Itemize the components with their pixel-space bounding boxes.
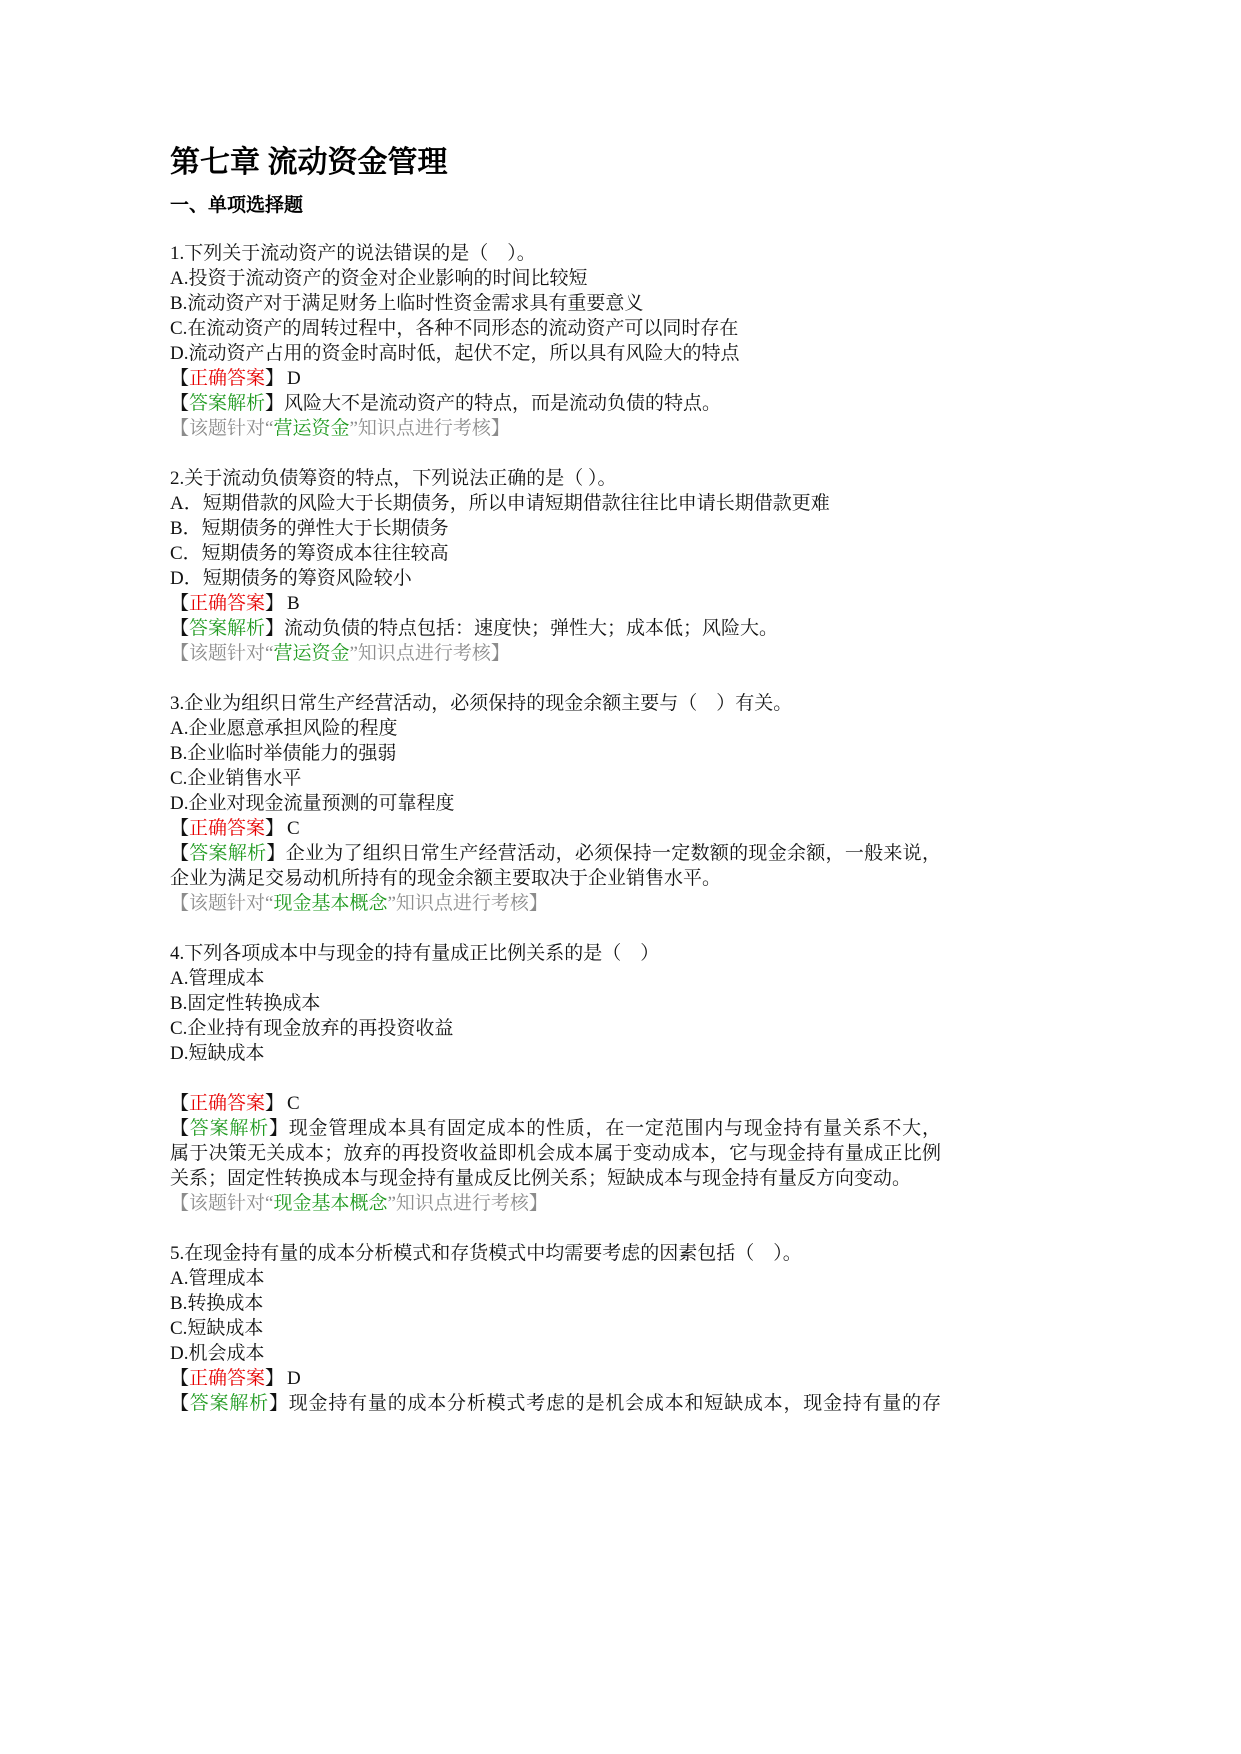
correct-answer-value: B [287,593,300,614]
topic-suffix: ”知识点进行考核】 [349,418,510,439]
chapter-title: 第七章 流动资金管理 [170,146,448,179]
bracket-close: 】 [265,618,285,639]
topic-prefix: 【该题针对“ [170,893,274,914]
option-d: D．短期债务的筹资风险较小 [170,568,412,589]
analysis-line [170,391,941,416]
analysis-label: 答案解析 [189,1118,269,1139]
question-stem: 1.下列关于流动资产的说法错误的是（ ）。 [170,243,536,264]
topic-suffix: ”知识点进行考核】 [349,643,510,664]
analysis-line [170,1116,941,1141]
analysis-continuation: 属于决策无关成本；放弃的再投资收益即机会成本属于变动成本，它与现金持有量成正比例 [170,1143,941,1164]
bracket-open: 【 [170,1093,190,1114]
correct-answer-value: C [287,818,300,839]
topic-line [170,416,941,441]
option-a: A.企业愿意承担风险的程度 [170,718,398,739]
topic-name: 营运资金 [273,643,350,664]
option-b: B.固定性转换成本 [170,993,321,1014]
option-b: B.转换成本 [170,1293,264,1314]
correct-answer-value: C [287,1093,300,1114]
correct-answer-label: 正确答案 [189,368,266,389]
bracket-open: 【 [170,843,190,864]
question-2 [170,466,941,666]
analysis-label: 答案解析 [189,618,266,639]
bracket-open: 【 [170,1118,190,1139]
correct-answer-line [170,1091,941,1116]
topic-line [170,891,941,916]
question-5 [170,1241,941,1416]
option-b: B．短期债务的弹性大于长期债务 [170,518,449,539]
analysis-label: 答案解析 [189,393,266,414]
topic-name: 营运资金 [273,418,350,439]
topic-suffix: ”知识点进行考核】 [387,893,548,914]
correct-answer-label: 正确答案 [189,1093,266,1114]
correct-answer-label: 正确答案 [189,1368,266,1389]
question-4 [170,941,941,1216]
bracket-close: 】 [265,1093,285,1114]
bracket-close: 】 [265,368,285,389]
bracket-close: 】 [266,843,286,864]
topic-line [170,641,941,666]
bracket-close: 】 [265,818,285,839]
analysis-text: 企业为了组织日常生产经营活动，必须保持一定数额的现金余额，一般来说， [285,843,941,864]
option-a: A.投资于流动资产的资金对企业影响的时间比较短 [170,268,588,289]
topic-line [170,1191,941,1216]
analysis-continuation: 关系；固定性转换成本与现金持有量成反比例关系；短缺成本与现金持有量反方向变动。 [170,1168,912,1189]
option-c: C.企业销售水平 [170,768,302,789]
question-stem: 2.关于流动负债筹资的特点，下列说法正确的是（ ）。 [170,468,617,489]
topic-name: 现金基本概念 [273,893,388,914]
bracket-close: 】 [268,1393,289,1414]
option-b: B.流动资产对于满足财务上临时性资金需求具有重要意义 [170,293,644,314]
bracket-open: 【 [170,1368,190,1389]
analysis-text: 风险大不是流动资产的特点，而是流动负债的特点。 [284,393,722,414]
section-title: 一、单项选择题 [170,195,304,216]
question-stem: 5.在现金持有量的成本分析模式和存货模式中均需要考虑的因素包括（ ）。 [170,1243,802,1264]
option-c: C.企业持有现金放弃的再投资收益 [170,1018,454,1039]
bracket-open: 【 [170,1393,190,1414]
bracket-open: 【 [170,593,190,614]
bracket-open: 【 [170,368,190,389]
option-d: D.机会成本 [170,1343,265,1364]
option-a: A．短期借款的风险大于长期债务，所以申请短期借款往往比申请长期借款更难 [170,493,830,514]
analysis-line [170,841,941,866]
topic-suffix: ”知识点进行考核】 [387,1193,548,1214]
correct-answer-line [170,591,941,616]
analysis-text: 流动负债的特点包括：速度快；弹性大；成本低；风险大。 [284,618,779,639]
question-1 [170,241,941,441]
question-stem: 3.企业为组织日常生产经营活动，必须保持的现金余额主要与（ ）有关。 [170,693,793,714]
bracket-open: 【 [170,818,190,839]
topic-name: 现金基本概念 [273,1193,388,1214]
option-a: A.管理成本 [170,968,265,989]
analysis-line [170,1391,941,1416]
option-c: C.短缺成本 [170,1318,264,1339]
topic-prefix: 【该题针对“ [170,418,274,439]
analysis-label: 答案解析 [189,1393,269,1414]
option-d: D.企业对现金流量预测的可靠程度 [170,793,455,814]
question-3 [170,691,941,916]
analysis-text: 现金管理成本具有固定成本的性质，在一定范围内与现金持有量关系不大， [288,1118,941,1139]
correct-answer-label: 正确答案 [189,593,266,614]
topic-prefix: 【该题针对“ [170,1193,274,1214]
correct-answer-label: 正确答案 [189,818,266,839]
question-stem: 4.下列各项成本中与现金的持有量成正比例关系的是（ ） [170,943,660,964]
bracket-close: 】 [265,593,285,614]
bracket-close: 】 [265,393,285,414]
analysis-text: 现金持有量的成本分析模式考虑的是机会成本和短缺成本，现金持有量的存 [288,1393,941,1414]
analysis-line [170,616,941,641]
analysis-label: 答案解析 [189,843,267,864]
option-d: D.流动资产占用的资金时高时低，起伏不定，所以具有风险大的特点 [170,343,740,364]
correct-answer-line [170,816,941,841]
correct-answer-line [170,1366,941,1391]
bracket-open: 【 [170,618,190,639]
bracket-close: 】 [268,1118,289,1139]
option-c: C.在流动资产的周转过程中，各种不同形态的流动资产可以同时存在 [170,318,739,339]
correct-answer-line [170,366,941,391]
bracket-open: 【 [170,393,190,414]
option-b: B.企业临时举债能力的强弱 [170,743,397,764]
option-a: A.管理成本 [170,1268,265,1289]
correct-answer-value: D [287,368,301,389]
analysis-continuation: 企业为满足交易动机所持有的现金余额主要取决于企业销售水平。 [170,868,722,889]
blank-line [170,1066,941,1091]
question-list [170,241,941,1441]
option-d: D.短缺成本 [170,1043,265,1064]
option-c: C．短期债务的筹资成本往往较高 [170,543,449,564]
bracket-close: 】 [265,1368,285,1389]
topic-prefix: 【该题针对“ [170,643,274,664]
correct-answer-value: D [287,1368,301,1389]
